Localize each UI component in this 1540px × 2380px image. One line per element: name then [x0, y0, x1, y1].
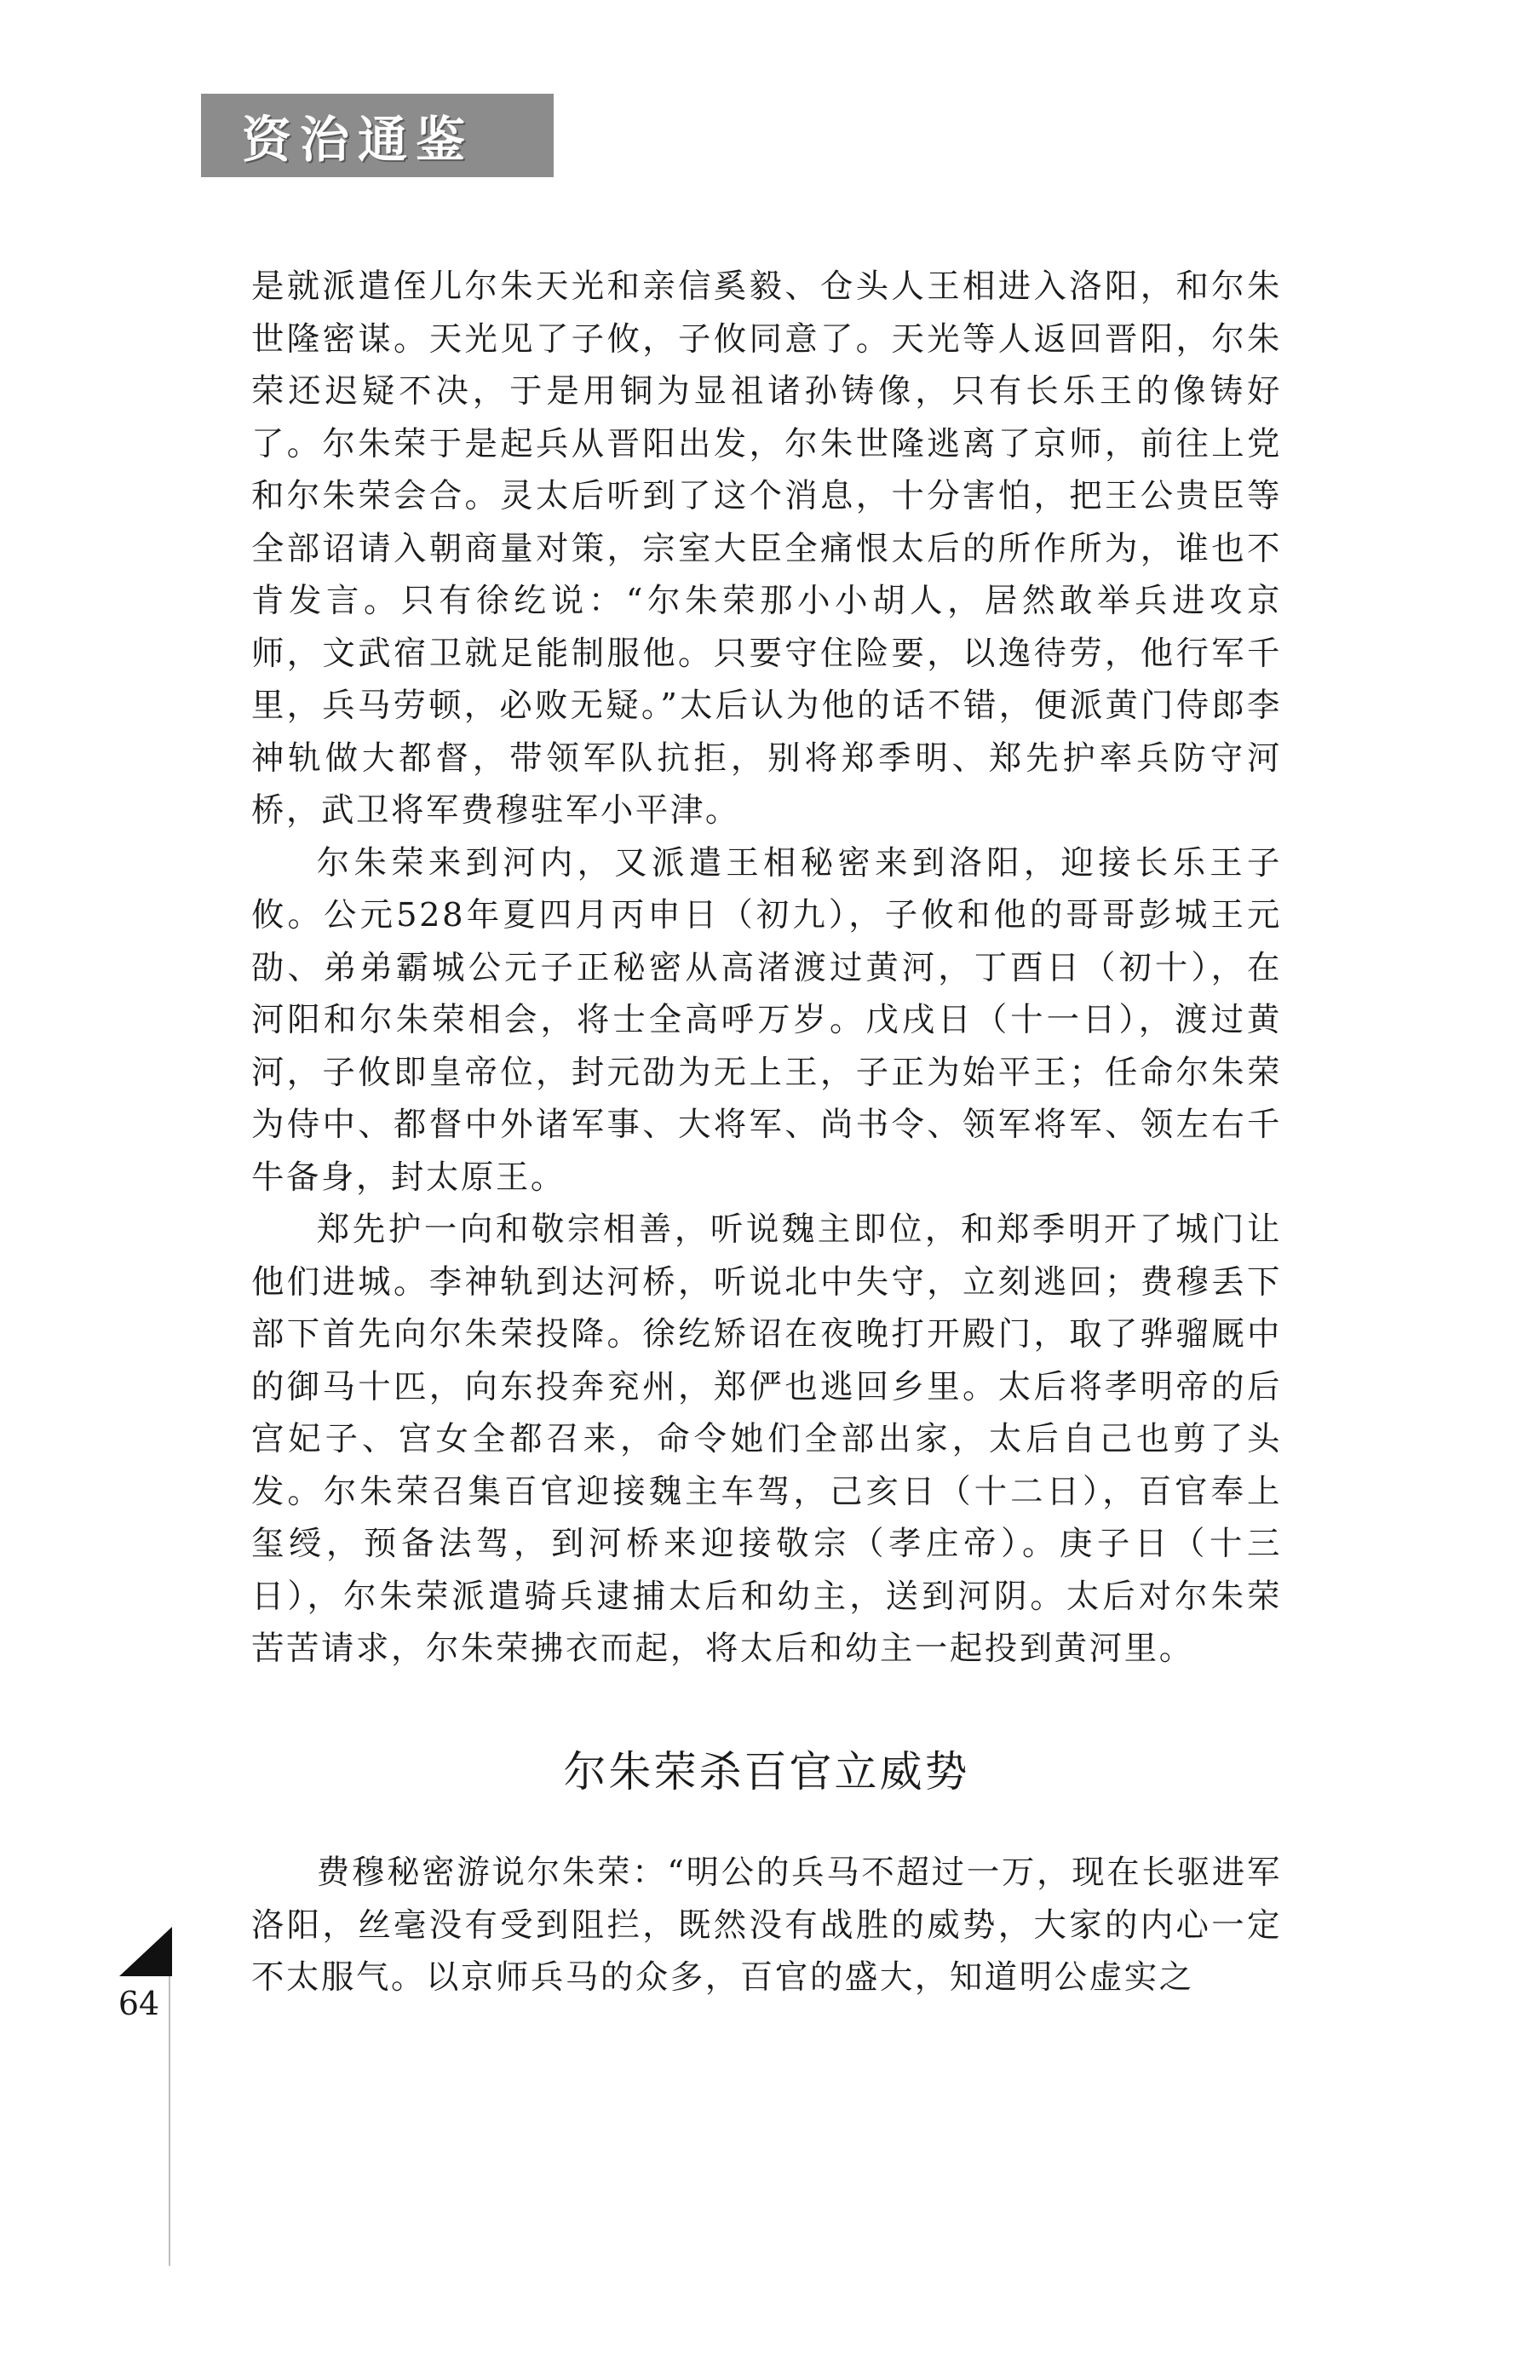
paragraph: 费穆秘密游说尔朱荣：“明公的兵马不超过一万，现在长驱进军洛阳，丝毫没有受到阻拦，既然没有战胜的威势，大家的内心一定不太服气。以京师兵马的众多，百官的盛大，知道明公虚实之 — [251, 1854, 1282, 1997]
margin-rule — [169, 1951, 170, 2266]
running-header-title: 资治通鉴 — [242, 111, 474, 169]
paragraph: 郑先护一向和敬宗相善，听说魏主即位，和郑季明开了城门让他们进城。李神轨到达河桥，听说北中失守，立刻逃回；费穆丢下部下首先向尔朱荣投降。徐纥矫诏在夜晚打开殿门，取了骅骝厩中的御马十匹，向东投奔兖州，郑俨也逃回乡里。太后将孝明帝的后宫妃子、宫女全都召来，命令她们全部出家，太后自己也剪了头发。尔朱荣召集百官迎接魏主车驾，己亥日（十二日），百官奉上玺绶，预备法驾，到河桥来迎接敬宗（孝庄帝）。庚子日（十三日），尔朱荣派遣骑兵逮捕太后和幼主，送到河阴。太后对尔朱荣苦苦请求，尔朱荣拂衣而起，将太后和幼主一起投到黄河里。 — [251, 1210, 1282, 1668]
running-header-band — [201, 94, 554, 177]
page-number: 64 — [118, 1985, 160, 2022]
page-corner-triangle — [119, 1927, 172, 1976]
paragraph-continued: 是就派遣侄儿尔朱天光和亲信奚毅、仓头人王相进入洛阳，和尔朱世隆密谋。天光见了子攸，子攸同意了。天光等人返回晋阳，尔朱荣还迟疑不决，于是用铜为显祖诸孙铸像，只有长乐王的像铸好了。尔朱荣于是起兵从晋阳出发，尔朱世隆逃离了京师，前往上党和尔朱荣会合。灵太后听到了这个消息，十分害怕，把王公贵臣等全部诏请入朝商量对策，宗室大臣全痛恨太后的所作所为，谁也不肯发言。只有徐纥说：“尔朱荣那小小胡人，居然敢举兵进攻京师，文武宿卫就足能制服他。只要守住险要，以逸待劳，他行军千里，兵马劳顿，必败无疑。”太后认为他的话不错，便派黄门侍郎李神轨做大都督，带领军队抗拒，别将郑季明、郑先护率兵防守河桥，武卫将军费穆驻军小平津。 — [251, 267, 1282, 830]
main-text-block — [251, 261, 1282, 1676]
section-heading: 尔朱荣杀百官立威势 — [563, 1747, 970, 1796]
section-text-block — [251, 1847, 1282, 2004]
paragraph: 尔朱荣来到河内，又派遣王相秘密来到洛阳，迎接长乐王子攸。公元528年夏四月丙申日（初九），子攸和他的哥哥彭城王元劭、弟弟霸城公元子正秘密从高渚渡过黄河，丁酉日（初十），在河阳和尔朱荣相会，将士全高呼万岁。戊戌日（十一日），渡过黄河，子攸即皇帝位，封元劭为无上王，子正为始平王；任命尔朱荣为侍中、都督中外诸军事、大将军、尚书令、领军将军、领左右千牛备身，封太原王。 — [251, 843, 1282, 1197]
